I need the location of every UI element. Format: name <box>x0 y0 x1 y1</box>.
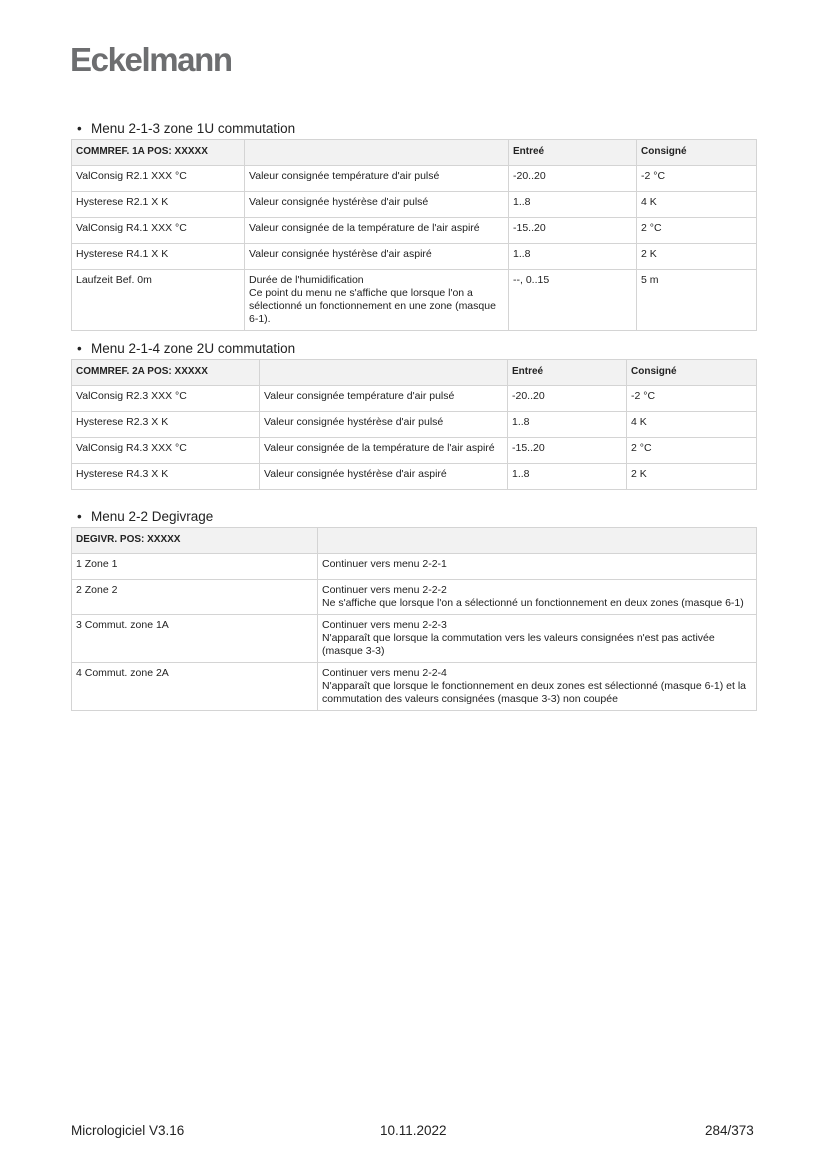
input-range-cell: 1..8 <box>508 412 627 438</box>
header-cell: COMMREF. 1A POS: XXXXX <box>72 140 245 166</box>
menu-option-cell: 3 Commut. zone 1A <box>72 615 318 663</box>
setpoint-cell: 4 K <box>637 192 757 218</box>
section-title <box>71 121 756 139</box>
parameter-cell: Hysterese R4.3 X K <box>72 464 260 490</box>
section-menu-2-1-3 <box>71 121 756 331</box>
input-range-cell: 1..8 <box>508 464 627 490</box>
table-row <box>72 244 757 270</box>
section-title <box>71 509 756 527</box>
input-range-cell: --, 0..15 <box>509 270 637 331</box>
section-title-text: Menu 2-1-4 zone 2U commutation <box>91 341 296 356</box>
description-cell: Valeur consignée hystérèse d'air pulsé <box>260 412 508 438</box>
table-header-row <box>72 360 757 386</box>
table-row <box>72 615 757 663</box>
setpoint-cell: -2 °C <box>627 386 757 412</box>
parameter-cell: ValConsig R4.3 XXX °C <box>72 438 260 464</box>
header-cell <box>245 140 509 166</box>
table-row <box>72 663 757 711</box>
setpoint-cell: 2 K <box>637 244 757 270</box>
header-cell: COMMREF. 2A POS: XXXXX <box>72 360 260 386</box>
bullet-icon: • <box>77 341 82 356</box>
table-row <box>72 166 757 192</box>
table-row <box>72 218 757 244</box>
input-range-cell: -15..20 <box>509 218 637 244</box>
description-cell: Valeur consignée de la température de l'air aspiré <box>245 218 509 244</box>
header-cell: Consigné <box>637 140 757 166</box>
parameter-cell: Hysterese R4.1 X K <box>72 244 245 270</box>
description-cell: Valeur consignée température d'air pulsé <box>260 386 508 412</box>
settings-table <box>71 359 757 490</box>
parameter-cell: ValConsig R2.1 XXX °C <box>72 166 245 192</box>
header-cell: Entreé <box>508 360 627 386</box>
parameter-cell: ValConsig R2.3 XXX °C <box>72 386 260 412</box>
table-header-row <box>72 140 757 166</box>
description-cell: Valeur consignée de la température de l'air aspiré <box>260 438 508 464</box>
input-range-cell: 1..8 <box>509 192 637 218</box>
description-cell: Continuer vers menu 2-2-4 N'apparaît que lorsque le fonctionnement en deux zones est sélectionné (masque 6-1) et la commutation des valeurs consignées (masque 3-3) non coupée <box>318 663 757 711</box>
setpoint-cell: 5 m <box>637 270 757 331</box>
menu-option-cell: 2 Zone 2 <box>72 580 318 615</box>
parameter-cell: Hysterese R2.3 X K <box>72 412 260 438</box>
settings-table <box>71 527 757 711</box>
table-row <box>72 464 757 490</box>
parameter-cell: ValConsig R4.1 XXX °C <box>72 218 245 244</box>
section-title-text: Menu 2-2 Degivrage <box>91 509 214 524</box>
section-title-text: Menu 2-1-3 zone 1U commutation <box>91 121 296 136</box>
table-row <box>72 412 757 438</box>
description-cell: Continuer vers menu 2-2-2 Ne s'affiche que lorsque l'on a sélectionné un fonctionnement en deux zones (masque 6-1) <box>318 580 757 615</box>
menu-option-cell: 1 Zone 1 <box>72 554 318 580</box>
header-cell: Entreé <box>509 140 637 166</box>
footer-date: 10.11.2022 <box>380 1123 447 1138</box>
input-range-cell: -20..20 <box>509 166 637 192</box>
setpoint-cell: -2 °C <box>637 166 757 192</box>
section-menu-2-2 <box>71 509 756 711</box>
header-cell: DEGIVR. POS: XXXXX <box>72 528 318 554</box>
input-range-cell: -15..20 <box>508 438 627 464</box>
setpoint-cell: 2 °C <box>627 438 757 464</box>
description-cell: Valeur consignée hystérèse d'air aspiré <box>245 244 509 270</box>
description-cell: Continuer vers menu 2-2-1 <box>318 554 757 580</box>
footer-page-number: 284/373 <box>705 1123 754 1138</box>
table-header-row <box>72 528 757 554</box>
table-row <box>72 386 757 412</box>
description-cell: Continuer vers menu 2-2-3 N'apparaît que lorsque la commutation vers les valeurs consignées n'est pas activée (masque 3-3) <box>318 615 757 663</box>
bullet-icon: • <box>77 121 82 136</box>
settings-table <box>71 139 757 331</box>
description-cell: Durée de l'humidification Ce point du menu ne s'affiche que lorsque l'on a sélectionné un fonctionnement en une zone (masque 6-1). <box>245 270 509 331</box>
input-range-cell: 1..8 <box>509 244 637 270</box>
parameter-cell: Laufzeit Bef. 0m <box>72 270 245 331</box>
footer-firmware-version: Micrologiciel V3.16 <box>71 1123 185 1138</box>
header-cell: Consigné <box>627 360 757 386</box>
parameter-cell: Hysterese R2.1 X K <box>72 192 245 218</box>
company-logo: Eckelmann <box>70 41 232 78</box>
table-row <box>72 580 757 615</box>
menu-option-cell: 4 Commut. zone 2A <box>72 663 318 711</box>
table-row <box>72 438 757 464</box>
setpoint-cell: 2 K <box>627 464 757 490</box>
description-cell: Valeur consignée température d'air pulsé <box>245 166 509 192</box>
setpoint-cell: 4 K <box>627 412 757 438</box>
header-cell <box>318 528 757 554</box>
input-range-cell: -20..20 <box>508 386 627 412</box>
section-title <box>71 341 756 359</box>
header-cell <box>260 360 508 386</box>
table-row <box>72 554 757 580</box>
description-cell: Valeur consignée hystérèse d'air aspiré <box>260 464 508 490</box>
description-cell: Valeur consignée hystérèse d'air pulsé <box>245 192 509 218</box>
bullet-icon: • <box>77 509 82 524</box>
setpoint-cell: 2 °C <box>637 218 757 244</box>
table-row <box>72 270 757 331</box>
table-row <box>72 192 757 218</box>
section-menu-2-1-4 <box>71 341 756 490</box>
